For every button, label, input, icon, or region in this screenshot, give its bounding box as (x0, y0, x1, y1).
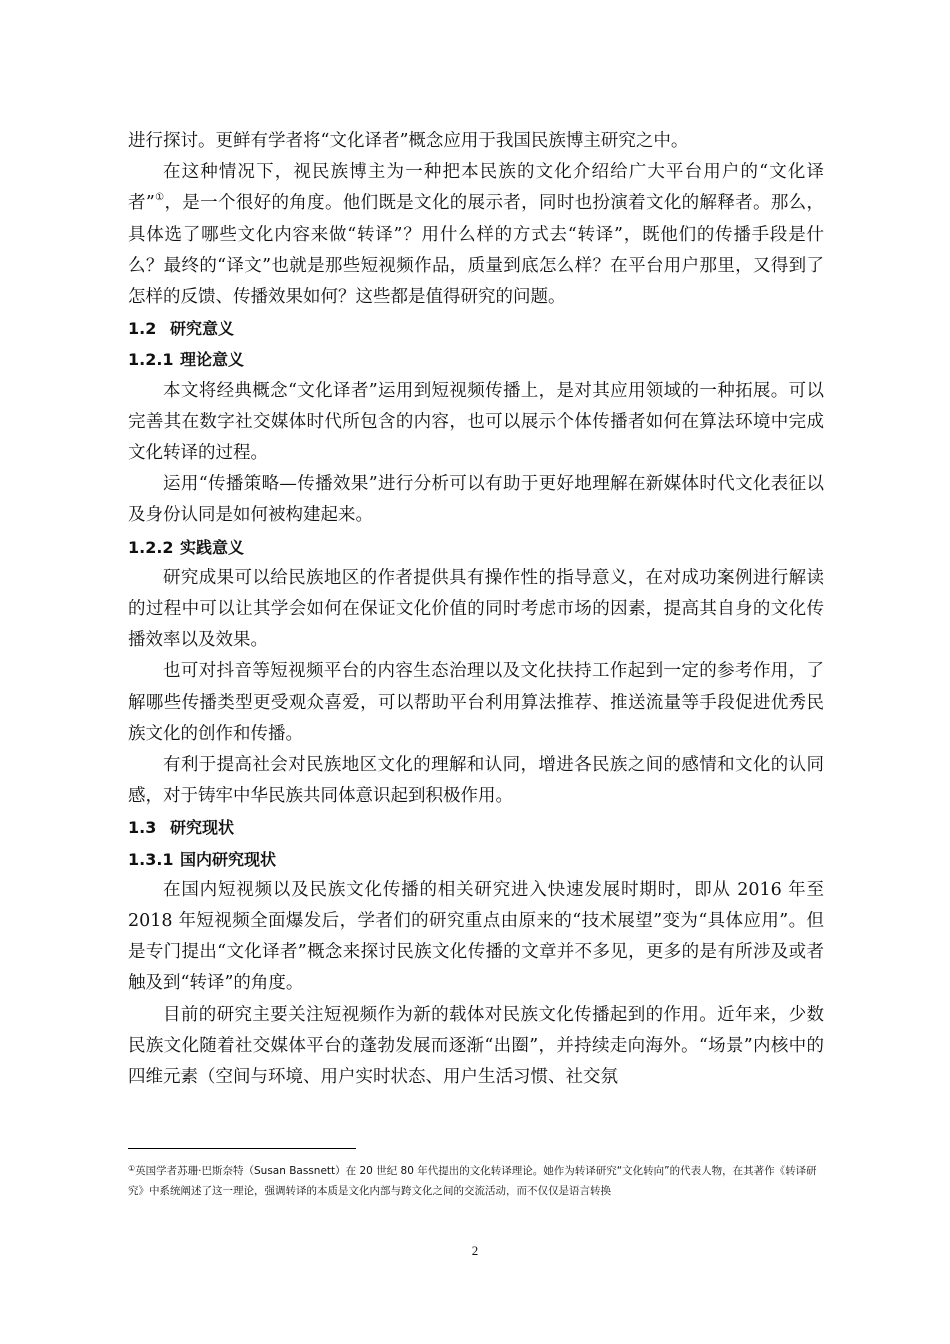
paragraph: 有利于提高社会对民族地区文化的理解和认同，增进各民族之间的感情和文化的认同感，对于铸牢中华民族共同体意识起到积极作用。 (128, 755, 824, 807)
paragraph: 运用“传播策略—传播效果”进行分析可以有助于更好地理解在新媒体时代文化表征以及身份认同是如何被构建起来。 (128, 474, 824, 526)
paragraph-text: ，是一个很好的角度。他们既是文化的展示者，同时也扮演着文化的解释者。那么，具体选了哪些文化内容来做“转译”？用什么样的方式去“转译”，既他们的传播手段是什么？最终的“译文”也就是那些短视频作品，质量到底怎么样？在平台用户那里，又得到了怎样的反馈、传播效果如何？这些都是值得研究的问题。 (128, 193, 825, 308)
subsection-number: 1.2.2 (128, 537, 174, 557)
footnote-separator (128, 1148, 356, 1149)
section-number: 1.2 (128, 319, 157, 339)
subsection-heading (128, 344, 824, 375)
subsection-heading (128, 532, 824, 563)
paragraph: 在国内短视频以及民族文化传播的相关研究进入快速发展时期时，即从 2016 年至 2018 年短视频全面爆发后，学者们的研究重点由原来的“技术展望”变为“具体应用”。但是专门提出“文化译者”概念来探讨民族文化传播的文章并不多见，更多的是有所涉及或者触及到“转译”的角度。 (128, 879, 824, 994)
subsection-title: 国内研究现状 (180, 849, 277, 869)
paragraph: 目前的研究主要关注短视频作为新的载体对民族文化传播起到的作用。近年来，少数民族文化随着社交媒体平台的蓬勃发展而逐渐“出圈”，并持续走向海外。“场景”内核中的四维元素（空间与环境、用户实时状态、用户生活习惯、社交氛 (128, 1004, 824, 1088)
footnote (128, 1159, 824, 1201)
footnote-reference[interactable]: ① (154, 192, 165, 204)
paragraph: 本文将经典概念“文化译者”运用到短视频传播上，是对其应用领域的一种拓展。可以完善其在数字社交媒体时代所包含的内容，也可以展示个体传播者如何在算法环境中完成文化转译的过程。 (128, 380, 824, 464)
subsection-title: 实践意义 (180, 537, 245, 557)
subsection-title: 理论意义 (180, 350, 245, 370)
section-title: 研究现状 (170, 818, 235, 838)
subsection-heading (128, 844, 824, 875)
page-number: 2 (471, 1243, 479, 1258)
footnote-text: 英国学者苏珊·巴斯奈特（Susan Bassnett）在 20 世纪 80 年代提出的文化转译理论。她作为转译研究“文化转向”的代表人物，在其著作《转译研究》中系统阐述了这一理论，强调转译的本质是文化内部与跨文化之间的交流活动，而不仅仅是语言转换 (128, 1165, 817, 1197)
subsection-number: 1.3.1 (128, 849, 174, 869)
section-number: 1.3 (128, 818, 157, 838)
body-text (128, 126, 824, 1093)
section-heading (128, 313, 824, 344)
paragraph: 进行探讨。更鲜有学者将“文化译者”概念应用于我国民族博主研究之中。 (128, 131, 689, 151)
paragraph: 研究成果可以给民族地区的作者提供具有操作性的指导意义，在对成功案例进行解读的过程中可以让其学会如何在保证文化价值的同时考虑市场的因素，提高其自身的文化传播效率以及效果。 (128, 567, 824, 651)
paragraph (128, 157, 824, 313)
section-title: 研究意义 (170, 319, 235, 339)
footnote-mark: ① (128, 1164, 136, 1173)
subsection-number: 1.2.1 (128, 350, 174, 370)
paragraph: 也可对抖音等短视频平台的内容生态治理以及文化扶持工作起到一定的参考作用，了解哪些传播类型更受观众喜爱，可以帮助平台利用算法推荐、推送流量等手段促进优秀民族文化的创作和传播。 (128, 661, 824, 744)
paragraph-text: 在这种情况下，视民族博主为一种把本民族的文化介绍给广大平台用户的“文化译者” (128, 162, 824, 214)
section-heading (128, 812, 824, 843)
